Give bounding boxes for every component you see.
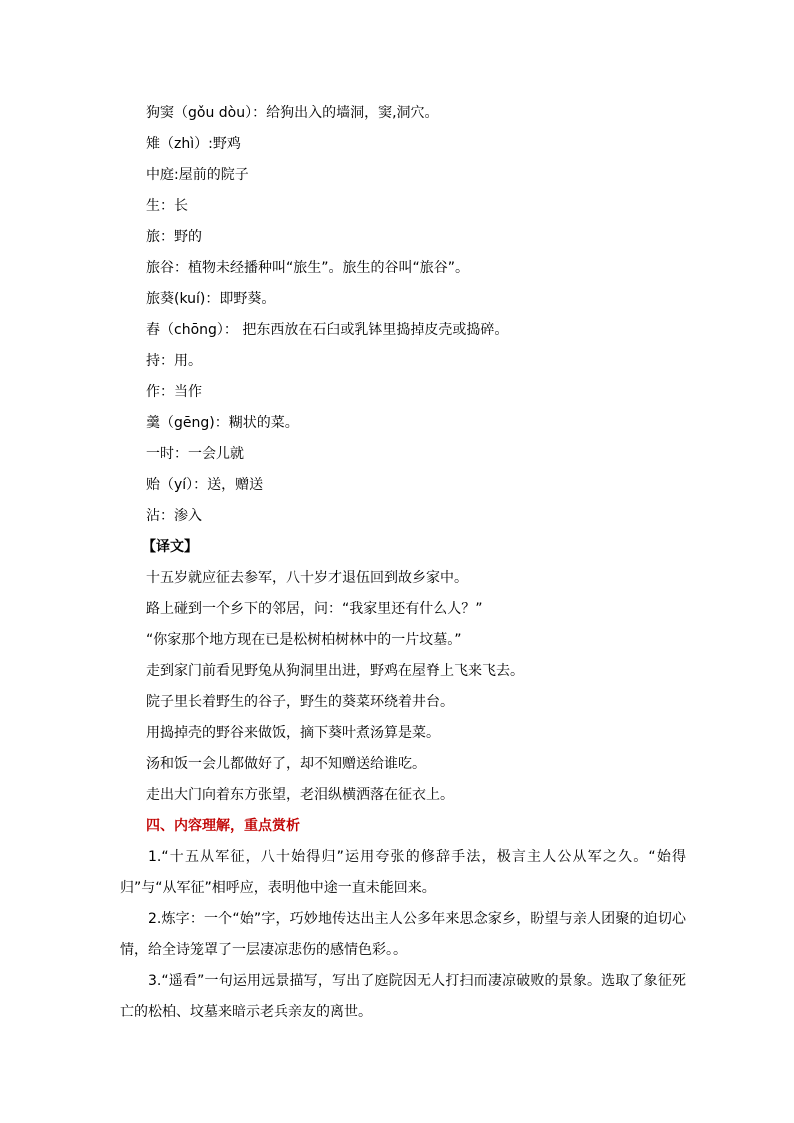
note-item: 狗窦（gǒu dòu）：给狗出入的墙洞，窦,洞穴。 <box>146 105 439 121</box>
note-item: 旅谷：植物未经播种叫“旅生”。旅生的谷叫“旅谷”。 <box>146 260 470 276</box>
analysis-list <box>120 842 686 1028</box>
note-item: 作：当作 <box>146 384 202 400</box>
translation-line: 走到家门前看见野兔从狗洞里出进，野鸡在屋脊上飞来飞去。 <box>146 663 524 679</box>
note-item: 生：长 <box>146 198 188 214</box>
note-item: 旅：野的 <box>146 229 202 245</box>
note-item: 旅葵(kuí)：即野葵。 <box>146 291 276 307</box>
translation-heading: 【译文】 <box>142 539 198 555</box>
note-item: 沾：渗入 <box>146 508 202 524</box>
analysis-paragraph: 1.“十五从军征，八十始得归”运用夸张的修辞手法，极言主人公从军之久。“始得归”与“从军征”相呼应，表明他中途一直未能回来。 <box>120 849 686 896</box>
note-item: 羹（gēng)：糊状的菜。 <box>146 415 299 431</box>
note-item: 中庭:屋前的院子 <box>146 167 249 183</box>
note-item: 持：用。 <box>146 353 202 369</box>
note-item: 贻（yí）：送，赠送 <box>146 477 264 493</box>
analysis-paragraph: 3.“遥看”一句运用远景描写，写出了庭院因无人打扫而凄凉破败的景象。选取了象征死亡的松柏、坟墓来暗示老兵亲友的离世。 <box>120 973 686 1020</box>
translation-line: 汤和饭一会儿都做好了，却不知赠送给谁吃。 <box>146 756 426 772</box>
translation-line: “你家那个地方现在已是松树柏树林中的一片坟墓。” <box>146 632 462 648</box>
translation-line: 走出大门向着东方张望，老泪纵横洒落在征衣上。 <box>146 787 454 803</box>
note-item: 雉（zhì）:野鸡 <box>146 136 241 152</box>
document-content <box>120 98 686 1028</box>
analysis-paragraph: 2.炼字：一个“始”字，巧妙地传达出主人公多年来思念家乡，盼望与亲人团聚的迫切心情，给全诗笼罩了一层凄凉悲伤的感情色彩。。 <box>120 911 686 958</box>
note-item: 舂（chōng）： 把东西放在石臼或乳钵里捣掉皮壳或捣碎。 <box>146 322 509 338</box>
translation-list <box>146 563 686 811</box>
translation-line: 用捣掉壳的野谷来做饭，摘下葵叶煮汤算是菜。 <box>146 725 440 741</box>
analysis-heading: 四、内容理解，重点赏析 <box>146 818 300 834</box>
translation-line: 十五岁就应征去参军，八十岁才退伍回到故乡家中。 <box>146 570 468 586</box>
notes-list <box>146 98 686 532</box>
translation-line: 院子里长着野生的谷子，野生的葵菜环绕着井台。 <box>146 694 454 710</box>
translation-line: 路上碰到一个乡下的邻居，问：“我家里还有什么人？” <box>146 601 483 617</box>
note-item: 一时：一会儿就 <box>146 446 244 462</box>
